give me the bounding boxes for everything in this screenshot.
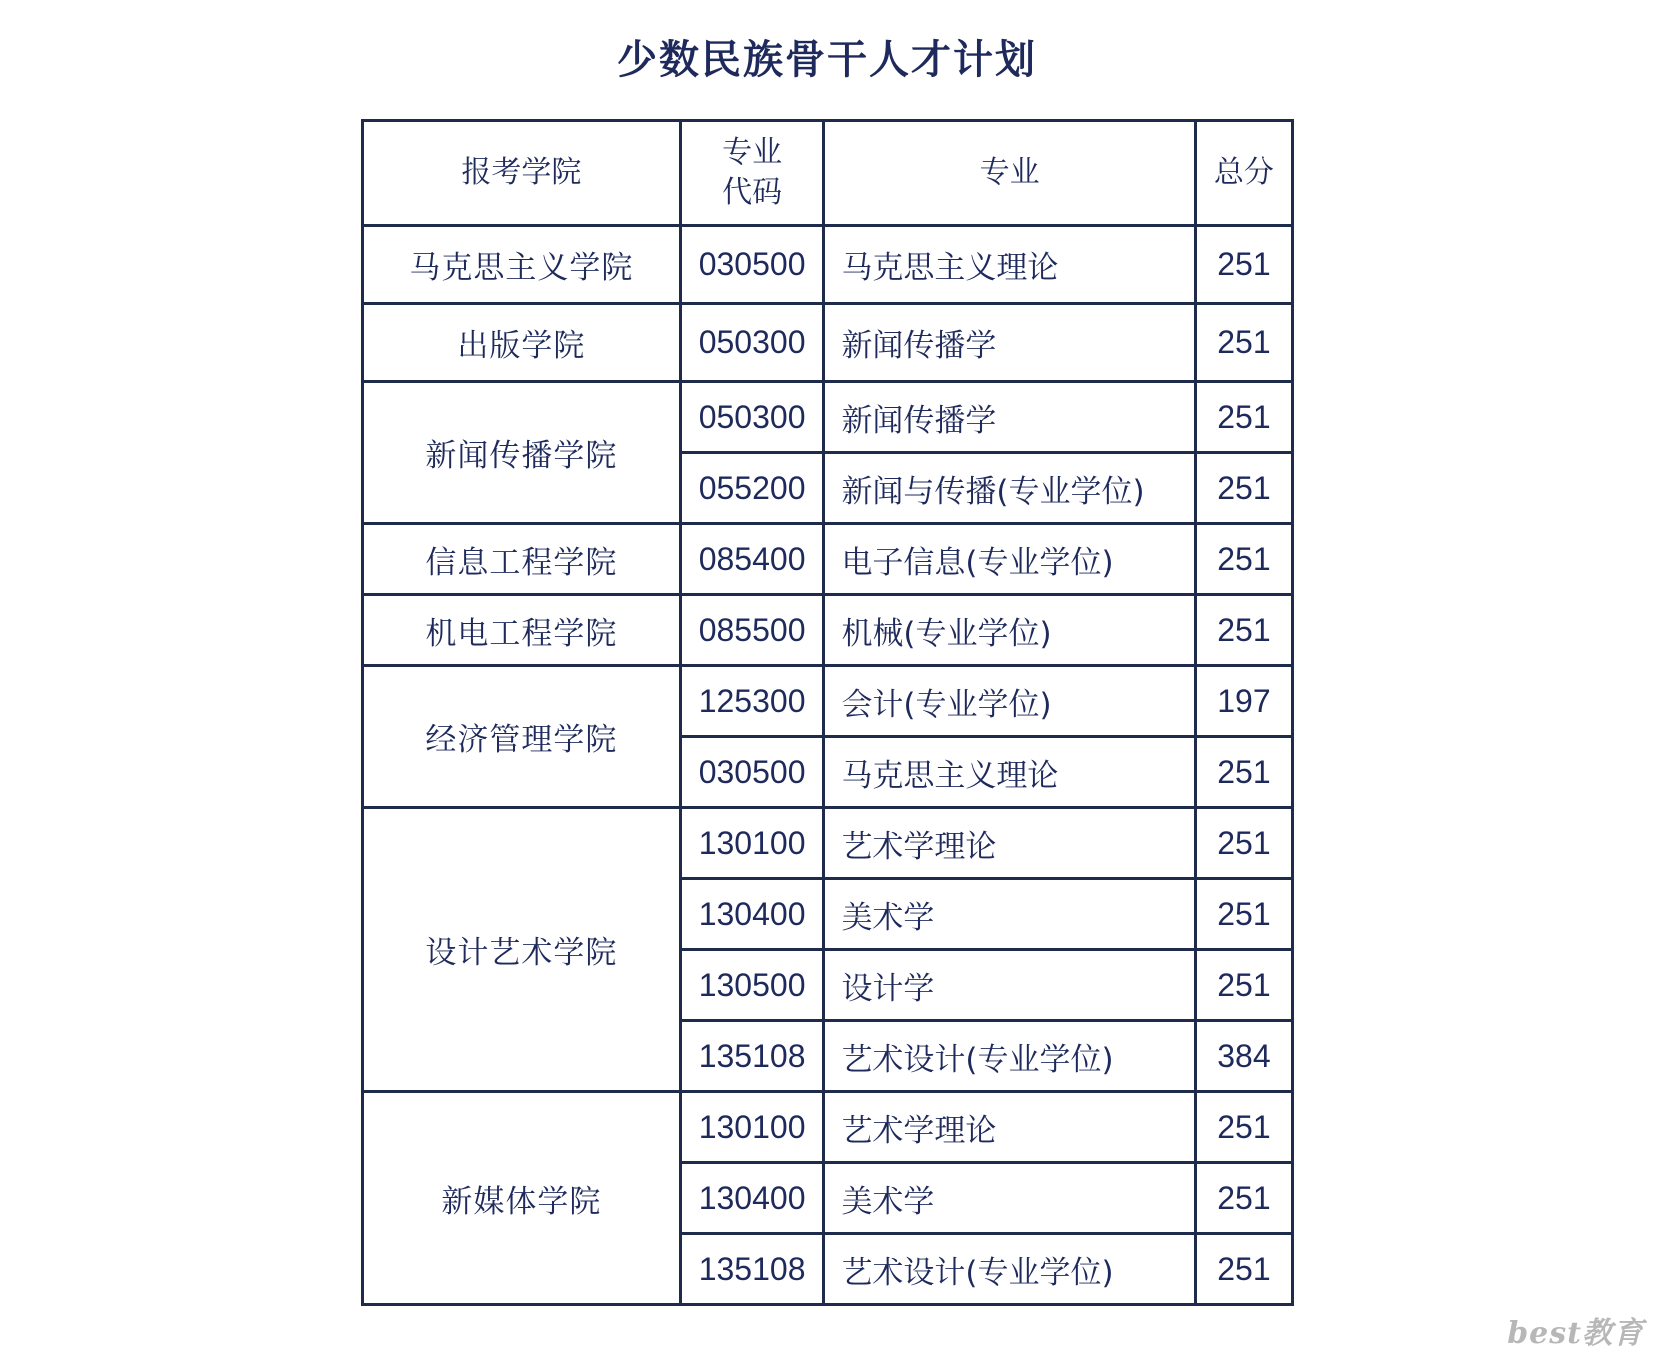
score-cell: 251 bbox=[1195, 1163, 1292, 1234]
major-cell: 马克思主义理论 bbox=[824, 226, 1195, 304]
major-cell: 美术学 bbox=[824, 879, 1195, 950]
score-cell: 251 bbox=[1195, 453, 1292, 524]
code-cell: 030500 bbox=[680, 226, 824, 304]
score-cell: 251 bbox=[1195, 595, 1292, 666]
score-cell: 197 bbox=[1195, 666, 1292, 737]
score-cell: 384 bbox=[1195, 1021, 1292, 1092]
score-cell: 251 bbox=[1195, 1234, 1292, 1305]
major-cell: 设计学 bbox=[824, 950, 1195, 1021]
major-cell: 会计(专业学位) bbox=[824, 666, 1195, 737]
code-cell: 130400 bbox=[680, 879, 824, 950]
score-cell: 251 bbox=[1195, 808, 1292, 879]
college-cell: 出版学院 bbox=[363, 304, 681, 382]
code-cell: 130400 bbox=[680, 1163, 824, 1234]
score-cell: 251 bbox=[1195, 226, 1292, 304]
score-cell: 251 bbox=[1195, 1092, 1292, 1163]
code-cell: 135108 bbox=[680, 1234, 824, 1305]
score-cell: 251 bbox=[1195, 382, 1292, 453]
code-cell: 050300 bbox=[680, 382, 824, 453]
table-body bbox=[363, 226, 1293, 1305]
major-cell: 艺术设计(专业学位) bbox=[824, 1234, 1195, 1305]
major-cell: 艺术学理论 bbox=[824, 808, 1195, 879]
college-cell: 经济管理学院 bbox=[363, 666, 681, 808]
page-title: 少数民族骨干人才计划 bbox=[617, 37, 1037, 83]
major-cell: 艺术学理论 bbox=[824, 1092, 1195, 1163]
college-cell: 新闻传播学院 bbox=[363, 382, 681, 524]
college-cell: 机电工程学院 bbox=[363, 595, 681, 666]
college-cell: 新媒体学院 bbox=[363, 1092, 681, 1305]
header-code-line1: 专业 bbox=[722, 134, 783, 170]
code-cell: 135108 bbox=[680, 1021, 824, 1092]
code-cell: 050300 bbox=[680, 304, 824, 382]
header-code bbox=[680, 121, 824, 226]
major-cell: 新闻与传播(专业学位) bbox=[824, 453, 1195, 524]
code-cell: 085500 bbox=[680, 595, 824, 666]
code-cell: 130500 bbox=[680, 950, 824, 1021]
table-row bbox=[363, 1092, 1293, 1163]
major-cell: 电子信息(专业学位) bbox=[824, 524, 1195, 595]
table-row bbox=[363, 595, 1293, 666]
header-major: 专业 bbox=[824, 121, 1195, 226]
score-cell: 251 bbox=[1195, 879, 1292, 950]
code-cell: 125300 bbox=[680, 666, 824, 737]
code-cell: 055200 bbox=[680, 453, 824, 524]
score-table bbox=[361, 119, 1294, 1306]
score-cell: 251 bbox=[1195, 950, 1292, 1021]
table-row bbox=[363, 382, 1293, 453]
table-header-row bbox=[363, 121, 1293, 226]
table-row bbox=[363, 808, 1293, 879]
table-row bbox=[363, 524, 1293, 595]
code-cell: 130100 bbox=[680, 808, 824, 879]
table-row bbox=[363, 226, 1293, 304]
major-cell: 机械(专业学位) bbox=[824, 595, 1195, 666]
code-cell: 130100 bbox=[680, 1092, 824, 1163]
major-cell: 新闻传播学 bbox=[824, 382, 1195, 453]
major-cell: 马克思主义理论 bbox=[824, 737, 1195, 808]
score-cell: 251 bbox=[1195, 737, 1292, 808]
score-cell: 251 bbox=[1195, 524, 1292, 595]
code-cell: 085400 bbox=[680, 524, 824, 595]
college-cell: 设计艺术学院 bbox=[363, 808, 681, 1092]
header-code-line2: 代码 bbox=[722, 175, 783, 210]
college-cell: 马克思主义学院 bbox=[363, 226, 681, 304]
code-cell: 030500 bbox=[680, 737, 824, 808]
major-cell: 美术学 bbox=[824, 1163, 1195, 1234]
major-cell: 新闻传播学 bbox=[824, 304, 1195, 382]
major-cell: 艺术设计(专业学位) bbox=[824, 1021, 1195, 1092]
header-score: 总分 bbox=[1195, 121, 1292, 226]
header-college: 报考学院 bbox=[363, 121, 681, 226]
score-cell: 251 bbox=[1195, 304, 1292, 382]
table-row bbox=[363, 666, 1293, 737]
college-cell: 信息工程学院 bbox=[363, 524, 681, 595]
watermark-logo: best教育 bbox=[1507, 1316, 1644, 1351]
table-row bbox=[363, 304, 1293, 382]
